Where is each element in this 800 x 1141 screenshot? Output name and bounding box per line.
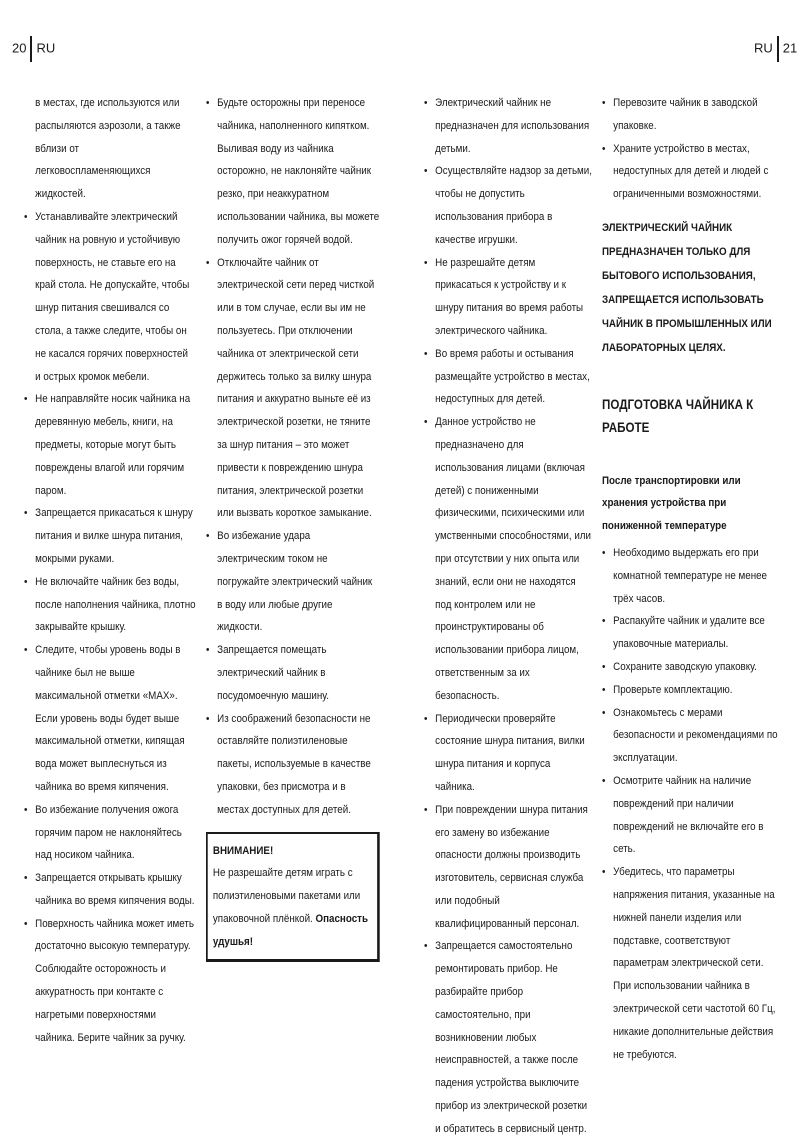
list-item: • Во избежание получения ожога горячим паром не наклоняйтесь над носиком чайника. — [24, 799, 196, 867]
household-use-note: ЭЛЕКТРИЧЕСКИЙ ЧАЙНИК ПРЕДНАЗНАЧЕН ТОЛЬКО ДЛЯ БЫТОВОГО ИСПОЛЬЗОВАНИЯ, ЗАПРЕЩАЕТСЯ ИСПОЛЬЗОВАТЬ ЧАЙНИК В ПРОМЫШЛЕННЫХ ИЛИ ЛАБОРАТОРНЫХ ЦЕЛЯХ. — [602, 221, 772, 354]
section-subheading: После транспортировки или хранения устройства при пониженной температуре — [602, 474, 741, 533]
list-item: • Сохраните заводскую упаковку. — [602, 656, 781, 679]
list-item: • Во время работы и остывания размещайте устройство в местах, недоступных для детей. — [424, 343, 593, 411]
warning-emphasis: Опасность удушья! — [212, 912, 368, 948]
warning-text — [213, 862, 372, 953]
list-item: • Запрещается прикасаться к шнуру питания и вилке шнура питания, мокрыми руками. — [24, 502, 196, 570]
list-item: • Периодически проверяйте состояние шнура питания, вилки шнура питания и корпуса чайника. — [424, 708, 593, 799]
list-item: • Распакуйте чайник и удалите все упаковочные материалы. — [602, 610, 781, 656]
list-item: • Не направляйте носик чайника на деревянную мебель, книги, на предметы, которые могут быть повреждены влагой или горячим паром. — [24, 388, 196, 502]
column-1 — [24, 92, 196, 1049]
language-label-left: RU — [36, 40, 56, 56]
list-item: • Храните устройство в местах, недоступных для детей и людей с ограниченными возможностями. — [602, 138, 781, 206]
page-number-left: 20 — [12, 40, 27, 56]
page-header-right — [754, 36, 797, 62]
list-item: • Данное устройство не предназначено для использования лицами (включая детей) с пониженными физическими, психическими или умственными способностями, или при отсутствии у них опыта или знаний, если они не находятся под контролем или не проинструктированы об использовании прибора лицом, ответственным за их безопасность. — [424, 411, 593, 707]
list-item: • Запрещается открывать крышку чайника во время кипячения воды. — [24, 867, 196, 913]
list-item: • Следите, чтобы уровень воды в чайнике был не выше максимальной отметки «MAX». Если уровень воды будет выше максимальной отметки, кипящая вода может выплеснуться из чайника во время кипячения. — [24, 639, 196, 799]
header-divider-left — [30, 36, 32, 62]
list-item: • Запрещается самостоятельно ремонтировать прибор. Не разбирайте прибор самостоятельно, при возникновении любых неисправностей, а также после падения устройства выключите прибор из электрической розетки и обратитесь в сервисный центр. — [424, 935, 593, 1140]
page-number-right: 21 — [782, 40, 798, 56]
list-item: • Ознакомьтесь с мерами безопасности и рекомендациями по эксплуатации. — [602, 702, 781, 770]
language-label-right: RU — [754, 40, 773, 56]
section-title: ПОДГОТОВКА ЧАЙНИКА К РАБОТЕ — [602, 396, 754, 435]
safety-list-1 — [24, 206, 196, 1049]
list-item: • Осуществляйте надзор за детьми, чтобы не допустить использования прибора в качестве игрушки. — [424, 160, 593, 251]
column-3 — [424, 92, 593, 1141]
preparation-list — [602, 542, 781, 1066]
list-item: • Запрещается помещать электрический чайник в посудомоечную машину. — [206, 639, 380, 707]
list-item: • Осмотрите чайник на наличие повреждений при наличии повреждений не включайте его в сеть. — [602, 770, 781, 861]
warning-box — [206, 832, 380, 963]
header-divider-right — [777, 36, 779, 62]
list-item: • Убедитесь, что параметры напряжения питания, указанные на нижней панели изделия или подставке, соответствуют параметрам электрической сети. При использовании чайника в электрической сети частотой 60 Гц, никакие дополнительные действия не требуются. — [602, 861, 781, 1066]
storage-list — [602, 92, 781, 206]
list-item: • Не включайте чайник без воды, после наполнения чайника, плотно закрывайте крышку. — [24, 571, 196, 639]
list-item: • Поверхность чайника может иметь достаточно высокую температуру. Соблюдайте осторожность и аккуратность при контакте с нагретыми поверхностями чайника. Берите чайник за ручку. — [24, 913, 196, 1050]
column-4 — [602, 92, 781, 1066]
list-item: • Электрический чайник не предназначен для использования детьми. — [424, 92, 593, 160]
page-header-left — [12, 36, 55, 62]
list-item: • Будьте осторожны при переносе чайника, наполненного кипятком. Выливая воду из чайника осторожно, не наклоняйте чайник резко, при неаккуратном использовании чайника, вы можете получить ожог горячей водой. — [206, 92, 380, 252]
list-item: • Из соображений безопасности не оставляйте полиэтиленовые пакеты, используемые в качестве упаковки, без присмотра и в местах доступных для детей. — [206, 708, 380, 822]
column-2 — [206, 92, 380, 962]
list-item: • Необходимо выдержать его при комнатной температуре не менее трёх часов. — [602, 542, 781, 610]
safety-list-2 — [206, 92, 380, 822]
paragraph-continued: в местах, где используются или распыляются аэрозоли, а также вблизи от легковоспламеняющихся жидкостей. — [35, 97, 181, 201]
safety-list-3 — [424, 92, 593, 1141]
list-item: • Отключайте чайник от электрической сети перед чисткой или в том случае, если вы им не пользуетесь. При отключении чайника от электрической сети держитесь только за вилку шнура питания и аккуратно выньте её из электрической розетки, не тяните за шнур питания – это может привести к повреждению шнура питания, электрической розетки или вызвать короткое замыкание. — [206, 252, 380, 526]
list-item: • Не разрешайте детям прикасаться к устройству и к шнуру питания во время работы электрического чайника. — [424, 252, 593, 343]
list-item: • Во избежание удара электрическим током не погружайте электрический чайник в воду или любые другие жидкости. — [206, 525, 380, 639]
warning-title: ВНИМАНИЕ! — [212, 844, 274, 857]
list-item: • Перевозите чайник в заводской упаковке. — [602, 92, 781, 138]
warning-message: Не разрешайте детям играть с полиэтиленовыми пакетами или упаковочной плёнкой. — [212, 867, 361, 925]
list-item: • Устанавливайте электрический чайник на ровную и устойчивую поверхность, не ставьте его на край стола. Не допускайте, чтобы шнур питания свешивался со стола, а также следите, чтобы он не касался горячих поверхностей и острых кромок мебели. — [24, 206, 196, 388]
list-item: • Проверьте комплектацию. — [602, 679, 781, 702]
list-item: • При повреждении шнура питания его замену во избежание опасности должны производить изготовитель, сервисная служба или подобный квалифицированный персонал. — [424, 799, 593, 936]
